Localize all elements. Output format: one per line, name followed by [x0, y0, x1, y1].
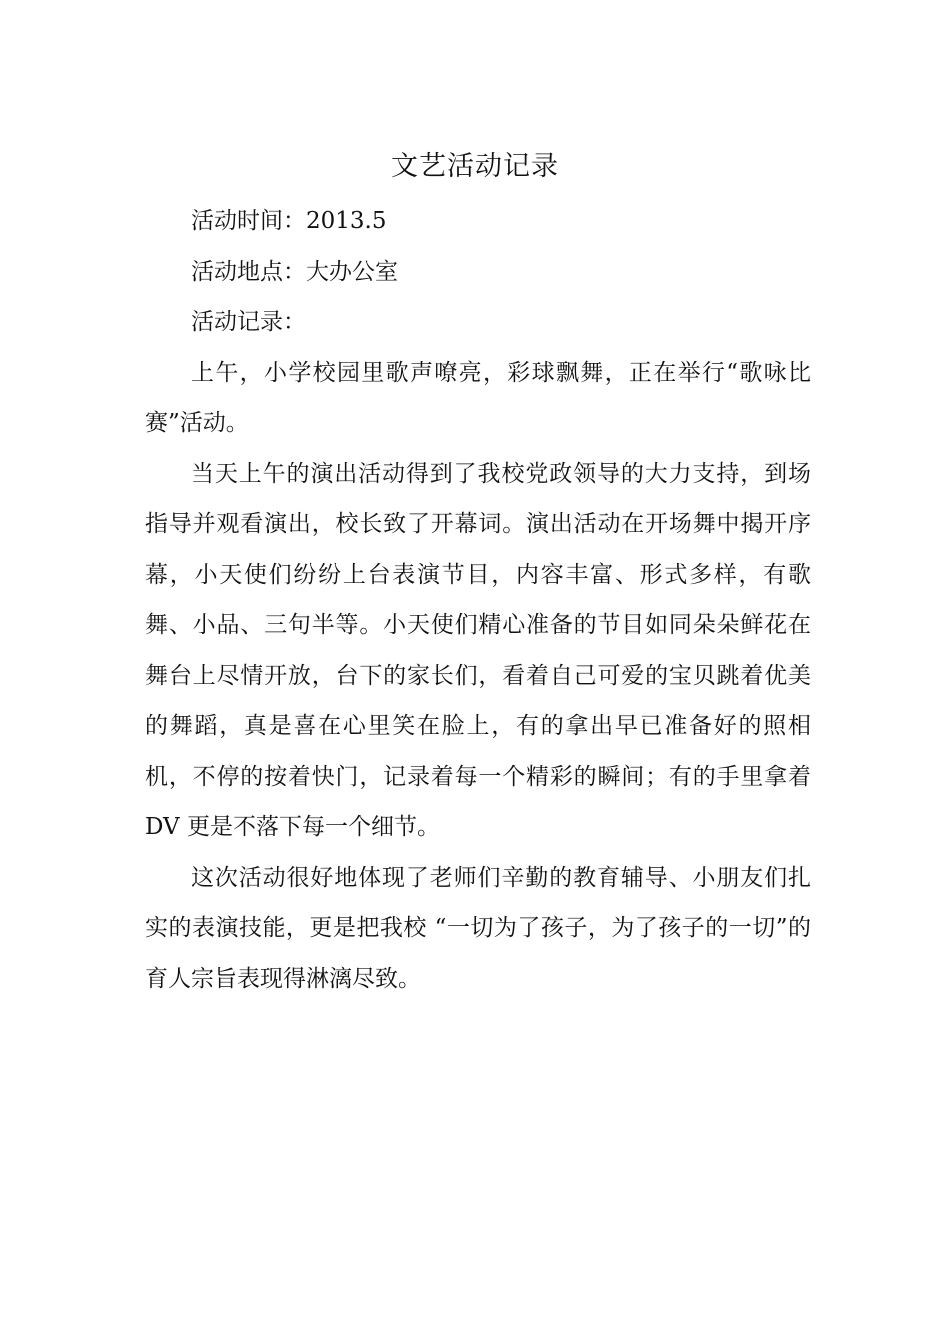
activity-location-field: 活动地点：大办公室 — [191, 258, 398, 285]
paragraph-summary: 这次活动很好地体现了老师们辛勤的教育辅导、小朋友们扎实的表演技能，更是把我校 “一切为了孩子，为了孩子的一切”的育人宗旨表现得淋漓尽致。 — [145, 864, 811, 992]
paragraph-performance-details: 当天上午的演出活动得到了我校党政领导的大力支持，到场指导并观看演出，校长致了开幕词。演出活动在开场舞中揭开序幕，小天使们纷纷上台表演节目，内容丰富、形式多样，有歌舞、小品、三句半等。小天使们精心准备的节目如同朵朵鲜花在舞台上尽情开放，台下的家长们，看着自己可爱的宝贝跳着优美的舞蹈，真是喜在心里笑在脸上，有的拿出早已准备好的照相机，不停的按着快门，记录着每一个精彩的瞬间；有的手里拿着 DV 更是不落下每一个细节。 — [145, 460, 811, 840]
activity-time-field: 活动时间：2013.5 — [191, 208, 387, 234]
document-body — [145, 196, 811, 1004]
document-title: 文艺活动记录 — [391, 151, 559, 182]
activity-record-label: 活动记录： — [191, 309, 306, 335]
paragraph-morning-event: 上午，小学校园里歌声嘹亮，彩球飘舞，正在举行“歌咏比赛”活动。 — [145, 359, 811, 436]
